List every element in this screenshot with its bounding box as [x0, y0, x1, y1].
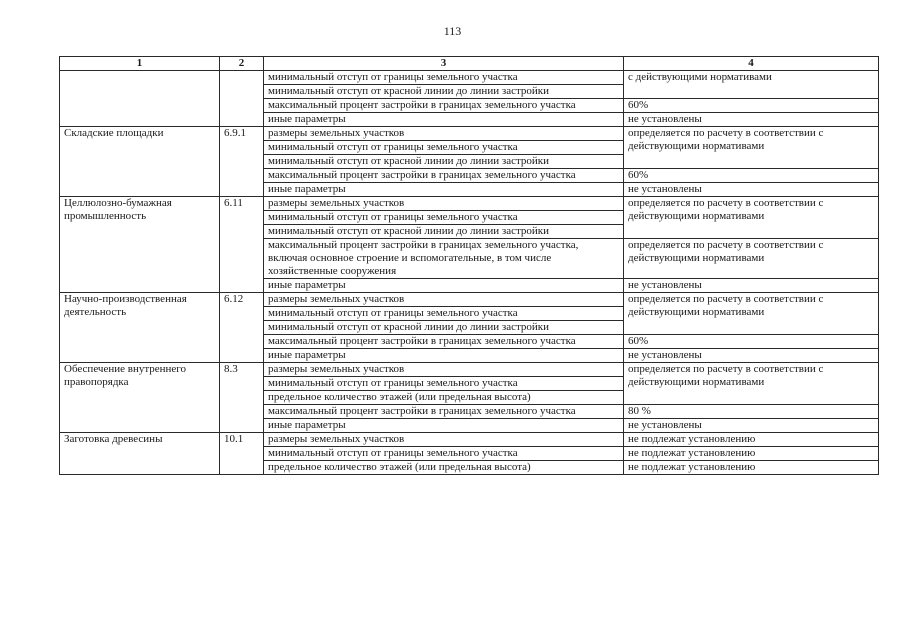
- value-cell: 60%: [624, 99, 879, 113]
- use-name-cell: Целлюлозно-бумажная промышленность: [60, 197, 220, 293]
- param-cell: минимальный отступ от границы земельного участка: [264, 141, 624, 155]
- value-cell: не установлены: [624, 419, 879, 433]
- param-cell: минимальный отступ от границы земельного участка: [264, 307, 624, 321]
- table-row: [60, 71, 879, 85]
- table-row: [60, 127, 879, 141]
- use-code-cell: 6.12: [220, 293, 264, 363]
- table-row: [60, 197, 879, 211]
- param-cell: минимальный отступ от красной линии до линии застройки: [264, 321, 624, 335]
- param-cell: минимальный отступ от границы земельного участка: [264, 71, 624, 85]
- param-cell: минимальный отступ от границы земельного участка: [264, 211, 624, 225]
- use-code-cell: 6.11: [220, 197, 264, 293]
- param-cell: минимальный отступ от красной линии до линии застройки: [264, 85, 624, 99]
- header-row: [60, 57, 879, 71]
- value-cell: не подлежат установлению: [624, 433, 879, 447]
- value-cell: с действующими нормативами: [624, 71, 879, 99]
- param-cell: минимальный отступ от границы земельного участка: [264, 447, 624, 461]
- value-cell: определяется по расчету в соответствии с действующими нормативами: [624, 197, 879, 239]
- param-cell: размеры земельных участков: [264, 363, 624, 377]
- param-cell: размеры земельных участков: [264, 433, 624, 447]
- param-cell: максимальный процент застройки в границах земельного участка, включая основное строение и вспомогательные, в том числе хозяйственные сооружения: [264, 239, 624, 279]
- param-cell: предельное количество этажей (или предельная высота): [264, 461, 624, 475]
- param-cell: иные параметры: [264, 279, 624, 293]
- header-col-1: 1: [60, 57, 220, 71]
- value-cell: 60%: [624, 169, 879, 183]
- regulations-table: [59, 56, 879, 475]
- value-cell: не подлежат установлению: [624, 447, 879, 461]
- param-cell: максимальный процент застройки в границах земельного участка: [264, 99, 624, 113]
- param-cell: максимальный процент застройки в границах земельного участка: [264, 169, 624, 183]
- value-cell: определяется по расчету в соответствии с действующими нормативами: [624, 239, 879, 279]
- header-col-4: 4: [624, 57, 879, 71]
- param-cell: иные параметры: [264, 419, 624, 433]
- use-name-cell: Заготовка древесины: [60, 433, 220, 475]
- value-cell: определяется по расчету в соответствии с действующими нормативами: [624, 363, 879, 405]
- value-cell: не установлены: [624, 183, 879, 197]
- use-code-cell: 10.1: [220, 433, 264, 475]
- param-cell: минимальный отступ от красной линии до линии застройки: [264, 225, 624, 239]
- value-cell: определяется по расчету в соответствии с действующими нормативами: [624, 293, 879, 335]
- value-cell: не установлены: [624, 279, 879, 293]
- value-cell: не установлены: [624, 113, 879, 127]
- param-cell: размеры земельных участков: [264, 127, 624, 141]
- use-name-cell: [60, 71, 220, 127]
- value-cell: 60%: [624, 335, 879, 349]
- use-name-cell: Обеспечение внутреннего правопорядка: [60, 363, 220, 433]
- use-code-cell: 6.9.1: [220, 127, 264, 197]
- param-cell: максимальный процент застройки в границах земельного участка: [264, 335, 624, 349]
- value-cell: не подлежат установлению: [624, 461, 879, 475]
- table-row: [60, 293, 879, 307]
- value-cell: не установлены: [624, 349, 879, 363]
- value-cell: определяется по расчету в соответствии с действующими нормативами: [624, 127, 879, 169]
- param-cell: максимальный процент застройки в границах земельного участка: [264, 405, 624, 419]
- value-cell: 80 %: [624, 405, 879, 419]
- table-row: [60, 433, 879, 447]
- param-cell: иные параметры: [264, 113, 624, 127]
- header-col-2: 2: [220, 57, 264, 71]
- param-cell: размеры земельных участков: [264, 197, 624, 211]
- param-cell: минимальный отступ от красной линии до линии застройки: [264, 155, 624, 169]
- use-name-cell: Научно-производственная деятельность: [60, 293, 220, 363]
- header-col-3: 3: [264, 57, 624, 71]
- use-name-cell: Складские площадки: [60, 127, 220, 197]
- use-code-cell: [220, 71, 264, 127]
- page-number: 113: [443, 24, 462, 38]
- param-cell: предельное количество этажей (или предельная высота): [264, 391, 624, 405]
- param-cell: размеры земельных участков: [264, 293, 624, 307]
- param-cell: иные параметры: [264, 183, 624, 197]
- table-row: [60, 363, 879, 377]
- param-cell: минимальный отступ от границы земельного участка: [264, 377, 624, 391]
- param-cell: иные параметры: [264, 349, 624, 363]
- use-code-cell: 8.3: [220, 363, 264, 433]
